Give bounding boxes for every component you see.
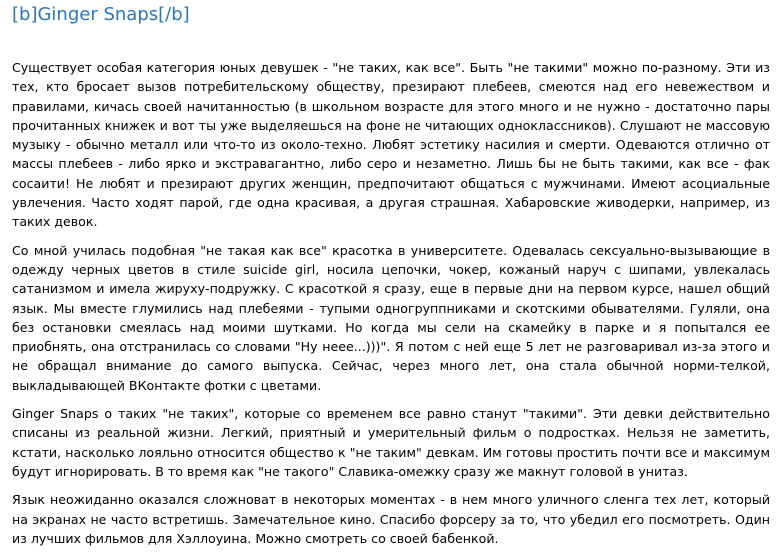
- paragraph-3: Ginger Snaps о таких "не таких", которые со временем все равно станут "такими". Эти девки действительно списаны из реальной жизни. Легкий, приятный и умерительный фильм о подростках. Нельзя не заметить, кстати, насколько лояльно относится общество к "не таким" девкам. Им готовы простить почти все и максимум будут игнорировать. В то время как "не такого" Славика-омежку сразу же макнут головой в унитаз.: [12, 406, 770, 479]
- paragraph-2: Со мной училась подобная "не такая как все" красотка в университете. Одевалась сексуально-вызывающие в одежду черных цветов в стиле suicide girl, носила цепочки, чокер, кожаный наруч с шипами, увлекалась сатанизмом и имела жируху-подружку. С красоткой я сразу, еще в первые дни на первом курсе, нашел общий язык. Мы вместе глумились над плебеями - тупыми одногруппниками и скотскими обывателями. Гуляли, она без остановки смеялась над моими шутками. Но когда мы сели на скамейку в парке и я попытался ее приобнять, она отстранилась со словами "Ну нееe...)))". Я потом с ней еще 5 лет не разговаривал из-за этого и не обращал внимание до самого выпуска. Сейчас, через много лет, она стала обычной норми-телкой, выкладывающей ВКонтакте фотки с цветами.: [12, 242, 770, 393]
- review-title: [b]Ginger Snaps[/b]: [12, 4, 190, 25]
- paragraph-1: Существует особая категория юных девушек - "не таких, как все". Быть "не такими" можно по-разному. Эти из тех, кто бросает вызов потребительскому обществу, презирают плебеев, смеются над его невежеством и правилами, кичась своей начитанностью (в школьном возрасте для этого много и не нужно - достаточно пары прочитанных книжек и вот ты уже выделяешься на фоне не читающих одноклассников). Слушают не массовую музыку - обычно металл или что-то из около-техно. Любят эстетику насилия и смерти. Одеваются отлично от массы плебеев - либо ярко и экстравагантно, либо серо и незаметно. Лишь бы не быть такими, как все - фак сосаити! Не любят и презирают других женщин, предпочитают общаться с мужчинами. Имеют асоциальные увлечения. Часто ходят парой, где одна красивая, а другая страшная. Хабаровские живодерки, например, из таких девок.: [12, 60, 770, 230]
- review-body: [12, 58, 770, 557]
- paragraph-4: Язык неожиданно оказался сложноват в некоторых моментах - в нем много уличного сленга тех лет, который на экранах не часто встретишь. Замечательное кино. Спасибо форсеру за то, что убедил его посмотреть. Один из лучших фильмов для Хэллоуина. Можно смотреть со своей бабенкой.: [12, 492, 770, 546]
